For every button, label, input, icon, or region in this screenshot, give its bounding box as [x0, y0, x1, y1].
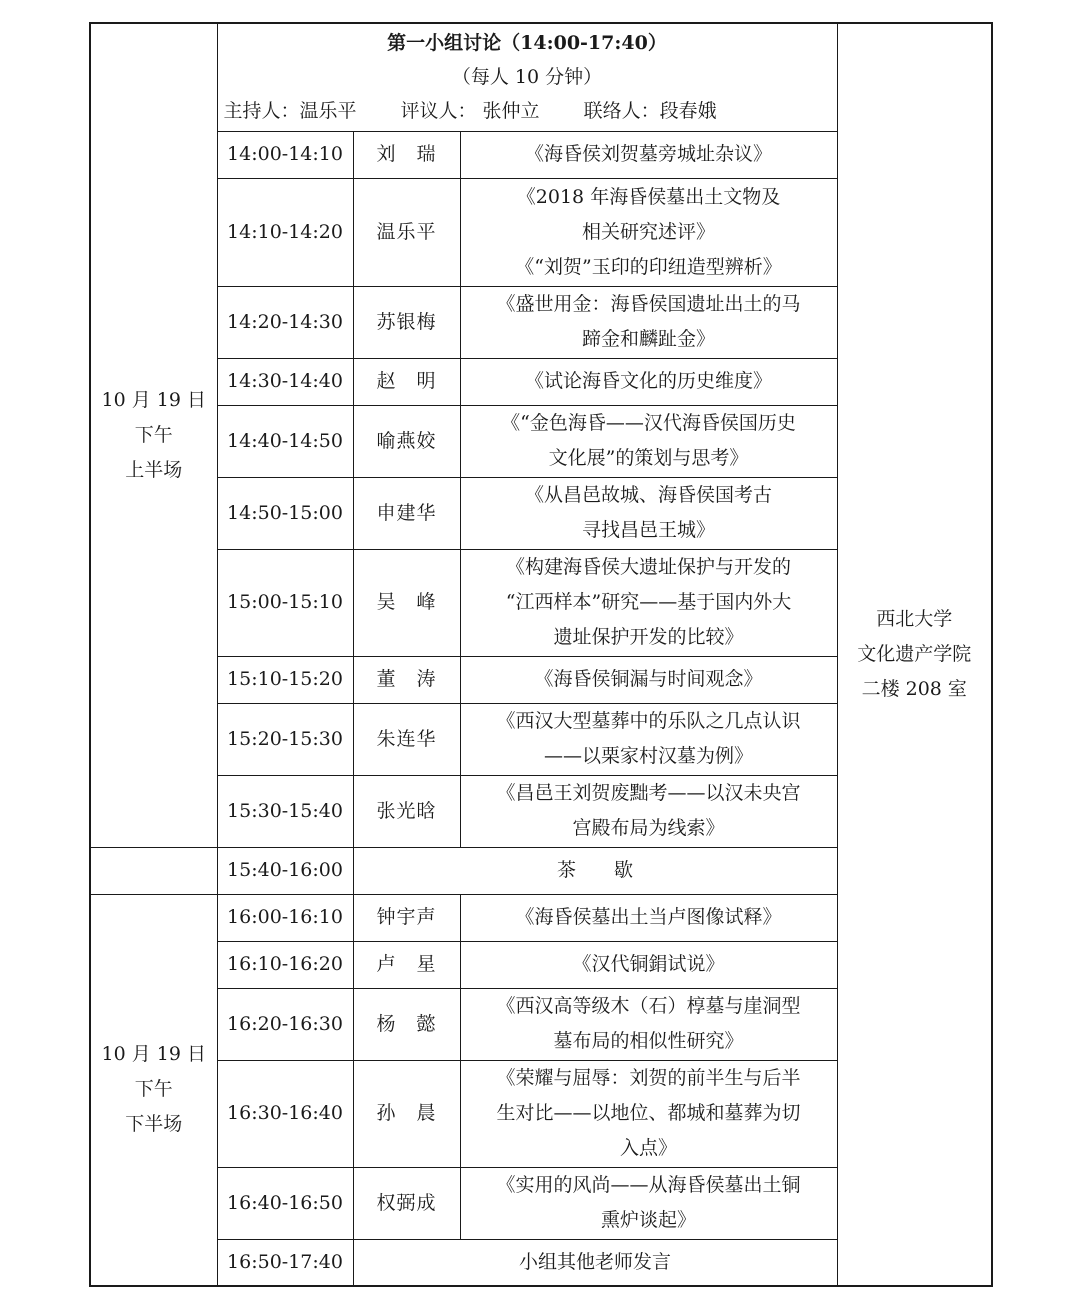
- paper-title-cell: 《汉代铜鋗试说》: [460, 941, 837, 988]
- paper-title-cell: 《盛世用金：海昏侯国遗址出土的马 蹄金和麟趾金》: [460, 286, 837, 358]
- paper-title-cell: 《2018 年海昏侯墓出土文物及 相关研究述评》 《“刘贺”玉印的印纽造型辨析》: [460, 178, 837, 286]
- paper-title-cell: 《“金色海昏——汉代海昏侯国历史 文化展”的策划与思考》: [460, 405, 837, 477]
- speaker-cell: 杨 懿: [353, 988, 460, 1060]
- time-cell: 16:20-16:30: [217, 988, 353, 1060]
- time-cell: 16:50-17:40: [217, 1239, 353, 1286]
- paper-title-cell: 《构建海昏侯大遗址保护与开发的 “江西样本”研究——基于国内外大 遗址保护开发的比较》: [460, 549, 837, 656]
- session-second-half: 10 月 19 日 下午 下半场: [90, 894, 217, 1286]
- speaker-cell: 苏银梅: [353, 286, 460, 358]
- paper-title-cell: 《西汉高等级木（石）椁墓与崖洞型 墓布局的相似性研究》: [460, 988, 837, 1060]
- speaker-cell: 喻燕姣: [353, 405, 460, 477]
- time-cell: 15:20-15:30: [217, 703, 353, 775]
- tea-break-label: 茶 歇: [353, 847, 837, 894]
- group-roles: [224, 94, 831, 128]
- reviewer: 评议人： 张仲立: [400, 100, 540, 123]
- speaker-cell: 权弼成: [353, 1167, 460, 1239]
- paper-title-cell: 《试论海昏文化的历史维度》: [460, 358, 837, 405]
- paper-title-cell: 《实用的风尚——从海昏侯墓出土铜 熏炉谈起》: [460, 1167, 837, 1239]
- speaker-cell: 董 涛: [353, 656, 460, 703]
- speaker-cell: 孙 晨: [353, 1060, 460, 1167]
- group-header: [217, 23, 837, 131]
- time-cell: 14:30-14:40: [217, 358, 353, 405]
- venue-cell: 西北大学 文化遗产学院 二楼 208 室: [837, 23, 992, 1286]
- time-cell: 16:40-16:50: [217, 1167, 353, 1239]
- time-cell: 15:40-16:00: [217, 847, 353, 894]
- time-cell: 14:40-14:50: [217, 405, 353, 477]
- speaker-cell: 张光晗: [353, 775, 460, 847]
- time-cell: 14:50-15:00: [217, 477, 353, 549]
- contact: 联络人：段春娥: [583, 100, 717, 123]
- paper-title-cell: 《昌邑王刘贺废黜考——以汉未央宫 宫殿布局为线索》: [460, 775, 837, 847]
- host: 主持人：温乐平: [223, 100, 357, 123]
- speaker-cell: 温乐平: [353, 178, 460, 286]
- speaker-cell: 朱连华: [353, 703, 460, 775]
- speaker-cell: 刘 瑞: [353, 131, 460, 178]
- time-cell: 15:30-15:40: [217, 775, 353, 847]
- time-cell: 16:30-16:40: [217, 1060, 353, 1167]
- time-cell: 14:10-14:20: [217, 178, 353, 286]
- paper-title-cell: 《荣耀与屈辱：刘贺的前半生与后半 生对比——以地位、都城和墓葬为切 入点》: [460, 1060, 837, 1167]
- session-first-half: 10 月 19 日 下午 上半场: [90, 23, 217, 847]
- speaker-cell: 吴 峰: [353, 549, 460, 656]
- group-subtitle: （每人 10 分钟）: [451, 66, 603, 89]
- speaker-cell: 赵 明: [353, 358, 460, 405]
- paper-title-cell: 《海昏侯刘贺墓旁城址杂议》: [460, 131, 837, 178]
- group-title: 第一小组讨论（14:00-17:40）: [387, 32, 667, 55]
- paper-title-cell: 《海昏侯墓出土当卢图像试释》: [460, 894, 837, 941]
- speaker-cell: 申建华: [353, 477, 460, 549]
- other-teachers-label: 小组其他老师发言: [353, 1239, 837, 1286]
- time-cell: 16:10-16:20: [217, 941, 353, 988]
- time-cell: 15:10-15:20: [217, 656, 353, 703]
- time-cell: 16:00-16:10: [217, 894, 353, 941]
- empty-session-cell: [90, 847, 217, 894]
- speaker-cell: 钟宇声: [353, 894, 460, 941]
- paper-title-cell: 《从昌邑故城、海昏侯国考古 寻找昌邑王城》: [460, 477, 837, 549]
- speaker-cell: 卢 星: [353, 941, 460, 988]
- paper-title-cell: 《西汉大型墓葬中的乐队之几点认识 ——以栗家村汉墓为例》: [460, 703, 837, 775]
- time-cell: 14:00-14:10: [217, 131, 353, 178]
- time-cell: 14:20-14:30: [217, 286, 353, 358]
- schedule-table: [89, 22, 993, 1287]
- paper-title-cell: 《海昏侯铜漏与时间观念》: [460, 656, 837, 703]
- time-cell: 15:00-15:10: [217, 549, 353, 656]
